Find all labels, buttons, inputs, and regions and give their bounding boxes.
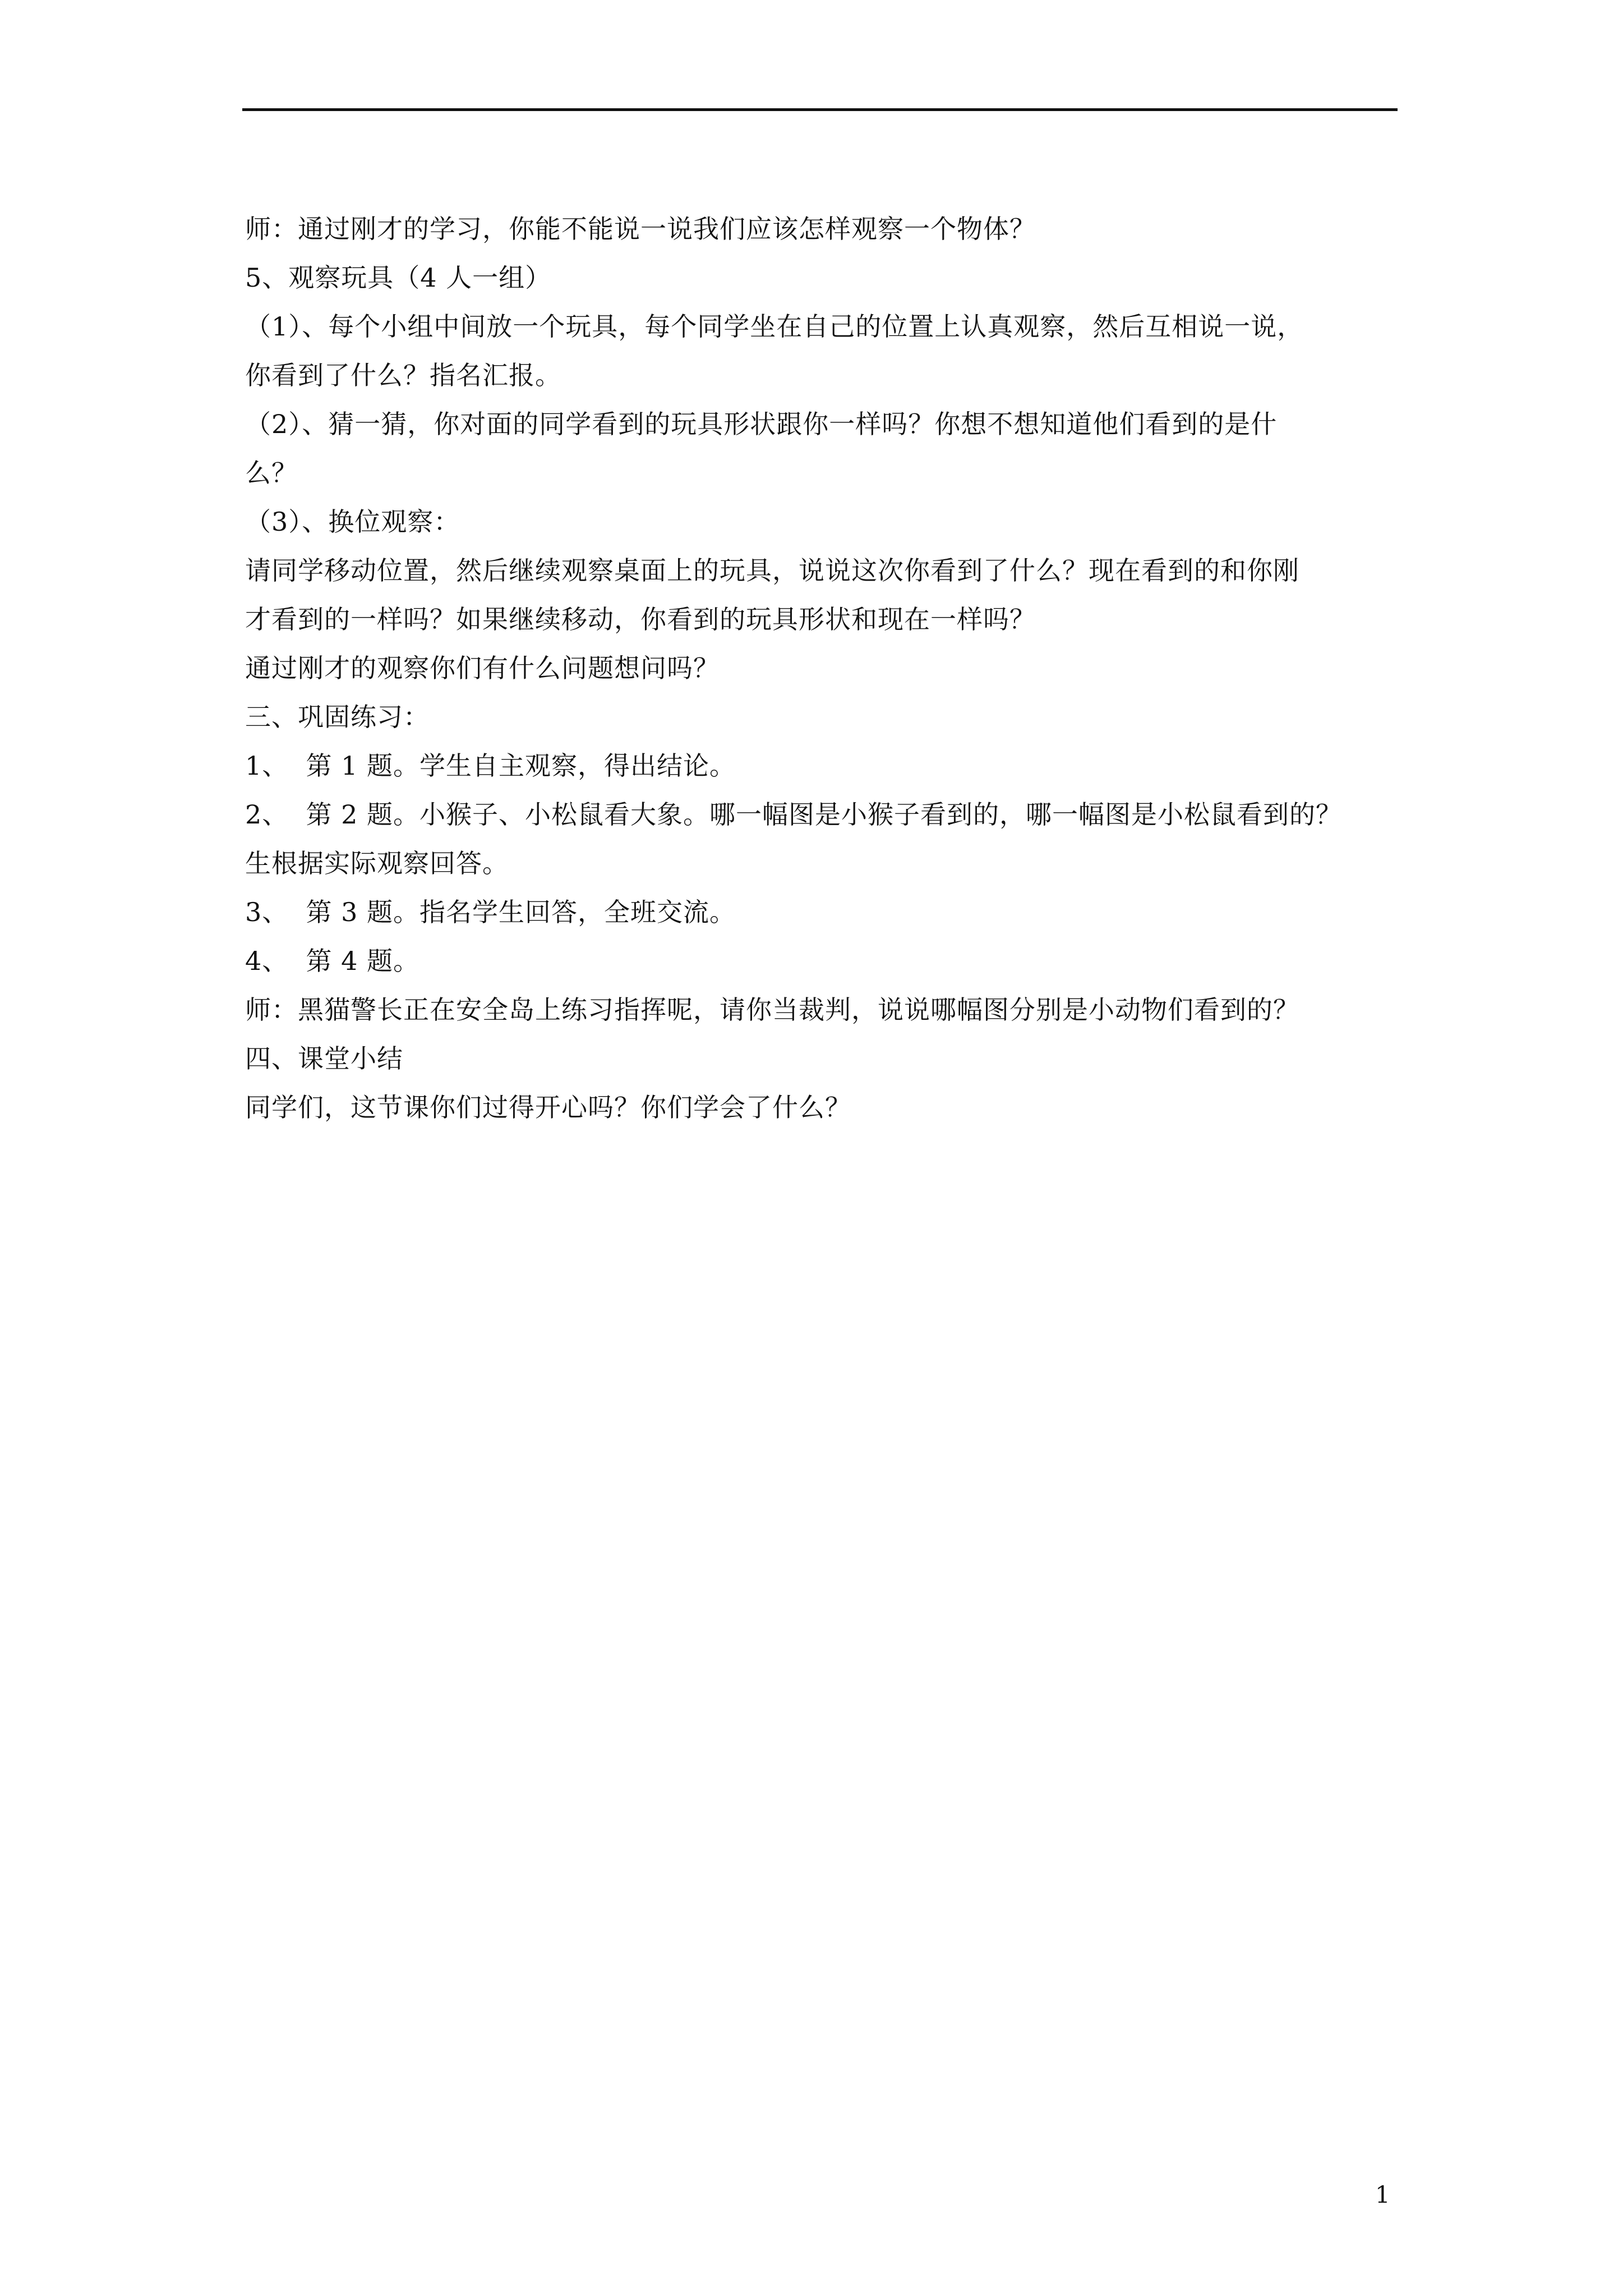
text-line: 通过刚才的观察你们有什么问题想问吗？ [245, 653, 720, 683]
text-line: 请同学移动位置，然后继续观察桌面上的玩具，说说这次你看到了什么？现在看到的和你刚 [245, 555, 1299, 586]
text-line: 才看到的一样吗？如果继续移动，你看到的玩具形状和现在一样吗？ [245, 604, 1036, 634]
text-line: 师：黑猫警长正在安全岛上练习指挥呢，请你当裁判，说说哪幅图分别是小动物们看到的？ [245, 995, 1299, 1025]
section-heading: 四、课堂小结 [245, 1043, 403, 1074]
document-body [245, 205, 1400, 1132]
list-item: 1、 第 1 题。学生自主观察，得出结论。 [245, 751, 736, 781]
list-item: 4、 第 4 题。 [245, 946, 420, 976]
text-line: 同学们，这节课你们过得开心吗？你们学会了什么？ [245, 1092, 851, 1122]
text-line: （2）、猜一猜，你对面的同学看到的玩具形状跟你一样吗？你想不想知道他们看到的是什 [245, 409, 1278, 439]
section-heading: 5、观察玩具（4 人一组） [245, 263, 552, 293]
text-line: 你看到了什么？指名汇报。 [245, 360, 561, 390]
page-number: 1 [1375, 2181, 1390, 2208]
text-line: 生根据实际观察回答。 [245, 848, 509, 878]
list-item: 3、 第 3 题。指名学生回答，全班交流。 [245, 897, 736, 927]
list-item: 2、 第 2 题。小猴子、小松鼠看大象。哪一幅图是小猴子看到的，哪一幅图是小松鼠看到的？ [245, 799, 1343, 830]
section-heading: 三、巩固练习： [245, 702, 430, 732]
text-line: （3）、换位观察： [245, 507, 460, 537]
text-line: 师：通过刚才的学习，你能不能说一说我们应该怎样观察一个物体？ [245, 214, 1036, 244]
header-rule [242, 108, 1398, 111]
text-line: （1）、每个小组中间放一个玩具，每个同学坐在自己的位置上认真观察，然后互相说一说， [245, 311, 1304, 342]
text-line: 么？ [245, 458, 298, 488]
